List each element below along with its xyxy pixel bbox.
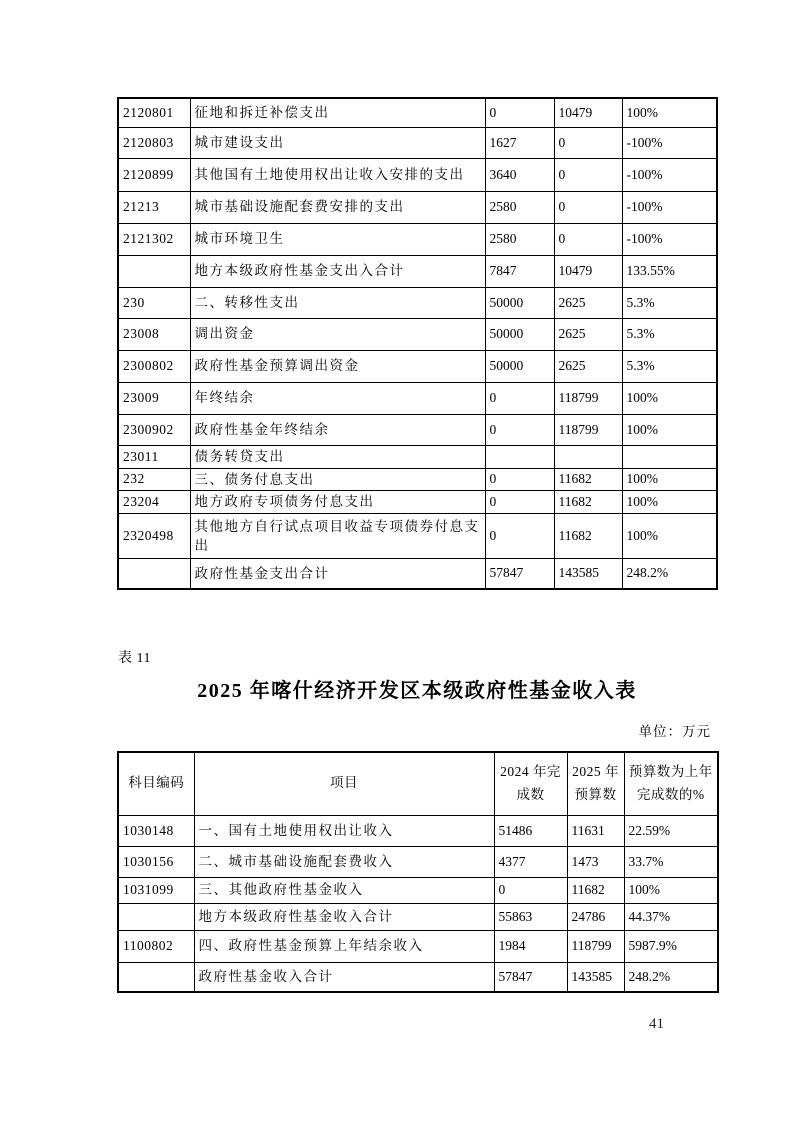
percent-cell: -100%	[622, 223, 717, 255]
percent-cell: 100%	[622, 414, 717, 445]
item-cell: 其他地方自行试点项目收益专项债券付息支出	[190, 514, 485, 559]
percent-cell: 248.2%	[624, 962, 718, 992]
percent-cell: 248.2%	[622, 559, 717, 589]
value-2024-cell	[485, 445, 554, 468]
value-2024-cell: 55863	[494, 903, 567, 930]
expense-row	[118, 514, 717, 559]
value-2025-cell: 0	[554, 158, 622, 191]
value-2024-cell: 1627	[485, 127, 554, 158]
item-cell: 政府性基金预算调出资金	[190, 350, 485, 382]
expense-row	[118, 223, 717, 255]
item-cell: 城市建设支出	[190, 127, 485, 158]
percent-cell: 5987.9%	[624, 930, 718, 962]
value-2024-cell: 4377	[494, 846, 567, 877]
percent-cell: -100%	[622, 127, 717, 158]
income-row	[118, 930, 718, 962]
value-2024-cell: 57847	[494, 962, 567, 992]
percent-cell: 5.3%	[622, 318, 717, 350]
item-cell: 地方本级政府性基金支出入合计	[190, 255, 485, 287]
value-2025-cell: 143585	[554, 559, 622, 589]
income-table	[117, 751, 719, 993]
item-cell: 债务转贷支出	[190, 445, 485, 468]
item-cell: 政府性基金收入合计	[194, 962, 494, 992]
value-2025-cell: 143585	[567, 962, 624, 992]
percent-cell: 100%	[622, 382, 717, 414]
code-cell: 2120899	[118, 158, 190, 191]
item-cell: 三、债务付息支出	[190, 468, 485, 491]
code-cell: 2120803	[118, 127, 190, 158]
percent-cell	[622, 445, 717, 468]
code-cell: 23009	[118, 382, 190, 414]
item-cell: 地方本级政府性基金收入合计	[194, 903, 494, 930]
value-2024-cell: 50000	[485, 318, 554, 350]
income-row	[118, 962, 718, 992]
unit-label: 单位：万元	[638, 724, 711, 739]
value-2024-cell: 2580	[485, 191, 554, 223]
expense-row	[118, 468, 717, 491]
code-cell: 2300802	[118, 350, 190, 382]
code-cell: 23011	[118, 445, 190, 468]
item-cell: 地方政府专项债务付息支出	[190, 491, 485, 514]
percent-cell: 100%	[624, 877, 718, 903]
value-2024-cell: 0	[485, 491, 554, 514]
item-cell: 调出资金	[190, 318, 485, 350]
value-2025-cell: 2625	[554, 350, 622, 382]
code-cell: 230	[118, 287, 190, 318]
expense-row	[118, 445, 717, 468]
value-2025-cell: 0	[554, 191, 622, 223]
percent-cell: 44.37%	[624, 903, 718, 930]
table-number-label: 表 11	[118, 651, 151, 666]
header-2025: 2025 年预算数	[567, 752, 624, 815]
value-2024-cell: 0	[485, 414, 554, 445]
value-2025-cell: 11682	[567, 877, 624, 903]
expense-row	[118, 318, 717, 350]
code-cell	[118, 559, 190, 589]
code-cell: 2300902	[118, 414, 190, 445]
expense-row	[118, 491, 717, 514]
expense-row	[118, 191, 717, 223]
code-cell: 1030148	[118, 815, 194, 846]
percent-cell: 22.59%	[624, 815, 718, 846]
value-2025-cell: 10479	[554, 255, 622, 287]
percent-cell: -100%	[622, 191, 717, 223]
value-2024-cell: 0	[485, 98, 554, 127]
item-cell: 政府性基金年终结余	[190, 414, 485, 445]
percent-cell: 5.3%	[622, 287, 717, 318]
code-cell: 232	[118, 468, 190, 491]
item-cell: 城市环境卫生	[190, 223, 485, 255]
value-2025-cell: 118799	[554, 414, 622, 445]
code-cell: 21213	[118, 191, 190, 223]
value-2025-cell: 11631	[567, 815, 624, 846]
code-cell: 2120801	[118, 98, 190, 127]
item-cell: 征地和拆迁补偿支出	[190, 98, 485, 127]
value-2025-cell: 0	[554, 127, 622, 158]
value-2024-cell: 0	[485, 468, 554, 491]
code-cell: 23008	[118, 318, 190, 350]
header-percent: 预算数为上年完成数的%	[624, 752, 718, 815]
value-2025-cell: 11682	[554, 491, 622, 514]
percent-cell: 33.7%	[624, 846, 718, 877]
code-cell: 23204	[118, 491, 190, 514]
percent-cell: 100%	[622, 491, 717, 514]
value-2025-cell: 11682	[554, 514, 622, 559]
income-row	[118, 903, 718, 930]
expense-row	[118, 255, 717, 287]
value-2024-cell: 1984	[494, 930, 567, 962]
value-2025-cell: 0	[554, 223, 622, 255]
code-cell: 2320498	[118, 514, 190, 559]
value-2025-cell: 118799	[554, 382, 622, 414]
value-2024-cell: 50000	[485, 287, 554, 318]
income-row	[118, 846, 718, 877]
page-number: 41	[649, 1016, 664, 1032]
code-cell: 1031099	[118, 877, 194, 903]
value-2024-cell: 57847	[485, 559, 554, 589]
value-2024-cell: 50000	[485, 350, 554, 382]
value-2024-cell: 3640	[485, 158, 554, 191]
percent-cell: -100%	[622, 158, 717, 191]
item-cell: 城市基础设施配套费安排的支出	[190, 191, 485, 223]
percent-cell: 100%	[622, 468, 717, 491]
expense-row	[118, 127, 717, 158]
percent-cell: 133.55%	[622, 255, 717, 287]
code-cell: 2121302	[118, 223, 190, 255]
value-2024-cell: 0	[494, 877, 567, 903]
header-item: 项目	[194, 752, 494, 815]
value-2025-cell: 2625	[554, 318, 622, 350]
value-2024-cell: 7847	[485, 255, 554, 287]
item-cell: 其他国有土地使用权出让收入安排的支出	[190, 158, 485, 191]
header-2024: 2024 年完成数	[494, 752, 567, 815]
expense-row	[118, 158, 717, 191]
item-cell: 二、转移性支出	[190, 287, 485, 318]
income-table-title: 2025 年喀什经济开发区本级政府性基金收入表	[197, 680, 637, 702]
code-cell	[118, 255, 190, 287]
expense-table	[117, 97, 718, 590]
income-row	[118, 815, 718, 846]
code-cell	[118, 903, 194, 930]
value-2025-cell: 24786	[567, 903, 624, 930]
item-cell: 政府性基金支出合计	[190, 559, 485, 589]
item-cell: 三、其他政府性基金收入	[194, 877, 494, 903]
header-code: 科目编码	[118, 752, 194, 815]
item-cell: 年终结余	[190, 382, 485, 414]
value-2024-cell: 2580	[485, 223, 554, 255]
expense-row	[118, 98, 717, 127]
income-row	[118, 877, 718, 903]
item-cell: 一、国有土地使用权出让收入	[194, 815, 494, 846]
value-2025-cell: 2625	[554, 287, 622, 318]
expense-row	[118, 414, 717, 445]
income-table-header-row	[118, 752, 718, 815]
value-2024-cell: 0	[485, 382, 554, 414]
value-2025-cell: 11682	[554, 468, 622, 491]
item-cell: 二、城市基础设施配套费收入	[194, 846, 494, 877]
value-2024-cell: 51486	[494, 815, 567, 846]
value-2025-cell	[554, 445, 622, 468]
code-cell: 1030156	[118, 846, 194, 877]
percent-cell: 5.3%	[622, 350, 717, 382]
value-2024-cell: 0	[485, 514, 554, 559]
expense-row	[118, 382, 717, 414]
expense-row	[118, 559, 717, 589]
code-cell: 1100802	[118, 930, 194, 962]
percent-cell: 100%	[622, 98, 717, 127]
value-2025-cell: 118799	[567, 930, 624, 962]
code-cell	[118, 962, 194, 992]
percent-cell: 100%	[622, 514, 717, 559]
value-2025-cell: 10479	[554, 98, 622, 127]
item-cell: 四、政府性基金预算上年结余收入	[194, 930, 494, 962]
expense-row	[118, 287, 717, 318]
expense-row	[118, 350, 717, 382]
value-2025-cell: 1473	[567, 846, 624, 877]
